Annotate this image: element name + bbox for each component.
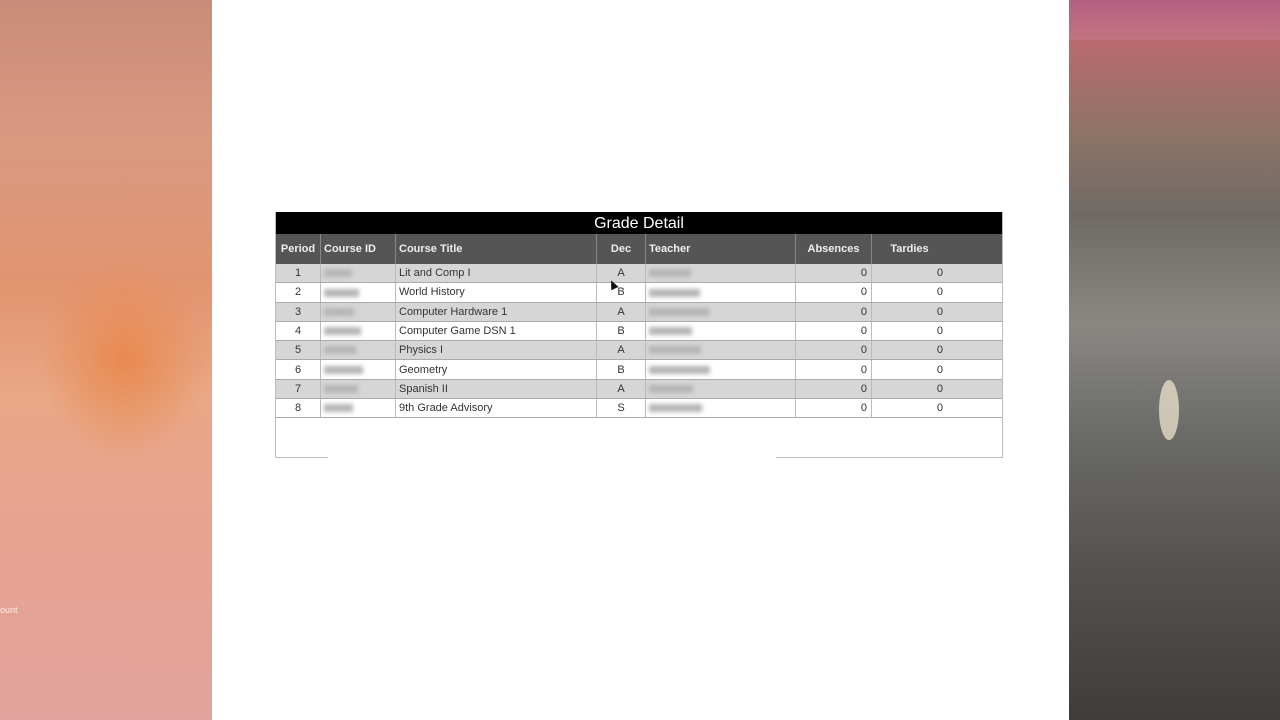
course-id-cell: [321, 321, 396, 340]
column-teacher: Teacher: [646, 234, 796, 264]
course-id-cell: [321, 399, 396, 418]
tardies-cell: 0: [872, 360, 948, 379]
period-cell: 8: [276, 399, 321, 418]
tardies-cell: 0: [872, 341, 948, 360]
period-cell: 2: [276, 283, 321, 302]
teacher-cell: [646, 399, 796, 418]
period-cell: 4: [276, 321, 321, 340]
redacted-course-id: [324, 327, 361, 335]
tardies-cell: 0: [872, 399, 948, 418]
redacted-teacher: [649, 327, 692, 335]
spacer-cell: [947, 264, 1002, 283]
period-cell: 6: [276, 360, 321, 379]
spacer-cell: [947, 341, 1002, 360]
absences-cell: 0: [796, 360, 872, 379]
redacted-teacher: [649, 366, 710, 374]
course-title-cell: Geometry: [396, 360, 597, 379]
dec-grade-cell: A: [597, 341, 646, 360]
course-id-cell: [321, 302, 396, 321]
redacted-course-id: [324, 346, 356, 354]
column-spacer: [947, 234, 1002, 264]
teacher-cell: [646, 341, 796, 360]
table-row: [276, 360, 1002, 379]
spacer-cell: [947, 302, 1002, 321]
spacer-cell: [947, 321, 1002, 340]
dec-grade-cell: B: [597, 283, 646, 302]
teacher-cell: [646, 302, 796, 321]
table-row: [276, 321, 1002, 340]
grade-detail-table: [276, 234, 1002, 418]
course-title-cell: Spanish II: [396, 379, 597, 398]
course-id-cell: [321, 341, 396, 360]
tardies-cell: 0: [872, 379, 948, 398]
dec-grade-cell: B: [597, 360, 646, 379]
spacer-cell: [947, 379, 1002, 398]
absences-cell: 0: [796, 283, 872, 302]
redacted-course-id: [324, 269, 352, 277]
table-row: [276, 264, 1002, 283]
absences-cell: 0: [796, 399, 872, 418]
panel-gap: [328, 456, 776, 460]
table-header-row: [276, 234, 1002, 264]
column-tardies: Tardies: [872, 234, 948, 264]
teacher-cell: [646, 360, 796, 379]
dec-grade-cell: A: [597, 302, 646, 321]
spacer-cell: [947, 360, 1002, 379]
redacted-course-id: [324, 289, 359, 297]
course-title-cell: Computer Hardware 1: [396, 302, 597, 321]
course-id-cell: [321, 360, 396, 379]
period-cell: 5: [276, 341, 321, 360]
course-title-cell: Lit and Comp I: [396, 264, 597, 283]
column-course-title: Course Title: [396, 234, 597, 264]
table-row: [276, 302, 1002, 321]
redacted-course-id: [324, 308, 354, 316]
spacer-cell: [947, 283, 1002, 302]
redacted-course-id: [324, 385, 358, 393]
column-absences: Absences: [796, 234, 872, 264]
absences-cell: 0: [796, 321, 872, 340]
teacher-cell: [646, 379, 796, 398]
table-row: [276, 283, 1002, 302]
teacher-cell: [646, 264, 796, 283]
table-row: [276, 379, 1002, 398]
absences-cell: 0: [796, 379, 872, 398]
column-course-id: Course ID: [321, 234, 396, 264]
dec-grade-cell: S: [597, 399, 646, 418]
redacted-teacher: [649, 404, 702, 412]
dec-grade-cell: A: [597, 264, 646, 283]
absences-cell: 0: [796, 341, 872, 360]
redacted-teacher: [649, 385, 693, 393]
desktop-wallpaper-left: [0, 0, 212, 720]
dec-grade-cell: A: [597, 379, 646, 398]
desktop-icon-label[interactable]: ount: [0, 605, 18, 615]
course-title-cell: Physics I: [396, 341, 597, 360]
redacted-course-id: [324, 366, 363, 374]
course-title-cell: World History: [396, 283, 597, 302]
teacher-cell: [646, 283, 796, 302]
desktop-wallpaper-right: [1069, 0, 1280, 720]
course-title-cell: Computer Game DSN 1: [396, 321, 597, 340]
absences-cell: 0: [796, 264, 872, 283]
tardies-cell: 0: [872, 302, 948, 321]
course-id-cell: [321, 264, 396, 283]
grade-detail-title: Grade Detail: [276, 212, 1002, 234]
tardies-cell: 0: [872, 264, 948, 283]
table-row: [276, 341, 1002, 360]
tardies-cell: 0: [872, 321, 948, 340]
absences-cell: 0: [796, 302, 872, 321]
period-cell: 1: [276, 264, 321, 283]
redacted-teacher: [649, 289, 700, 297]
course-id-cell: [321, 283, 396, 302]
course-id-cell: [321, 379, 396, 398]
spacer-cell: [947, 399, 1002, 418]
column-period: Period: [276, 234, 321, 264]
dec-grade-cell: B: [597, 321, 646, 340]
redacted-course-id: [324, 404, 353, 412]
table-row: [276, 399, 1002, 418]
tardies-cell: 0: [872, 283, 948, 302]
redacted-teacher: [649, 269, 691, 277]
teacher-cell: [646, 321, 796, 340]
grade-detail-panel: [275, 212, 1003, 458]
period-cell: 3: [276, 302, 321, 321]
period-cell: 7: [276, 379, 321, 398]
column-dec: Dec: [597, 234, 646, 264]
redacted-teacher: [649, 308, 709, 316]
redacted-teacher: [649, 346, 701, 354]
course-title-cell: 9th Grade Advisory: [396, 399, 597, 418]
